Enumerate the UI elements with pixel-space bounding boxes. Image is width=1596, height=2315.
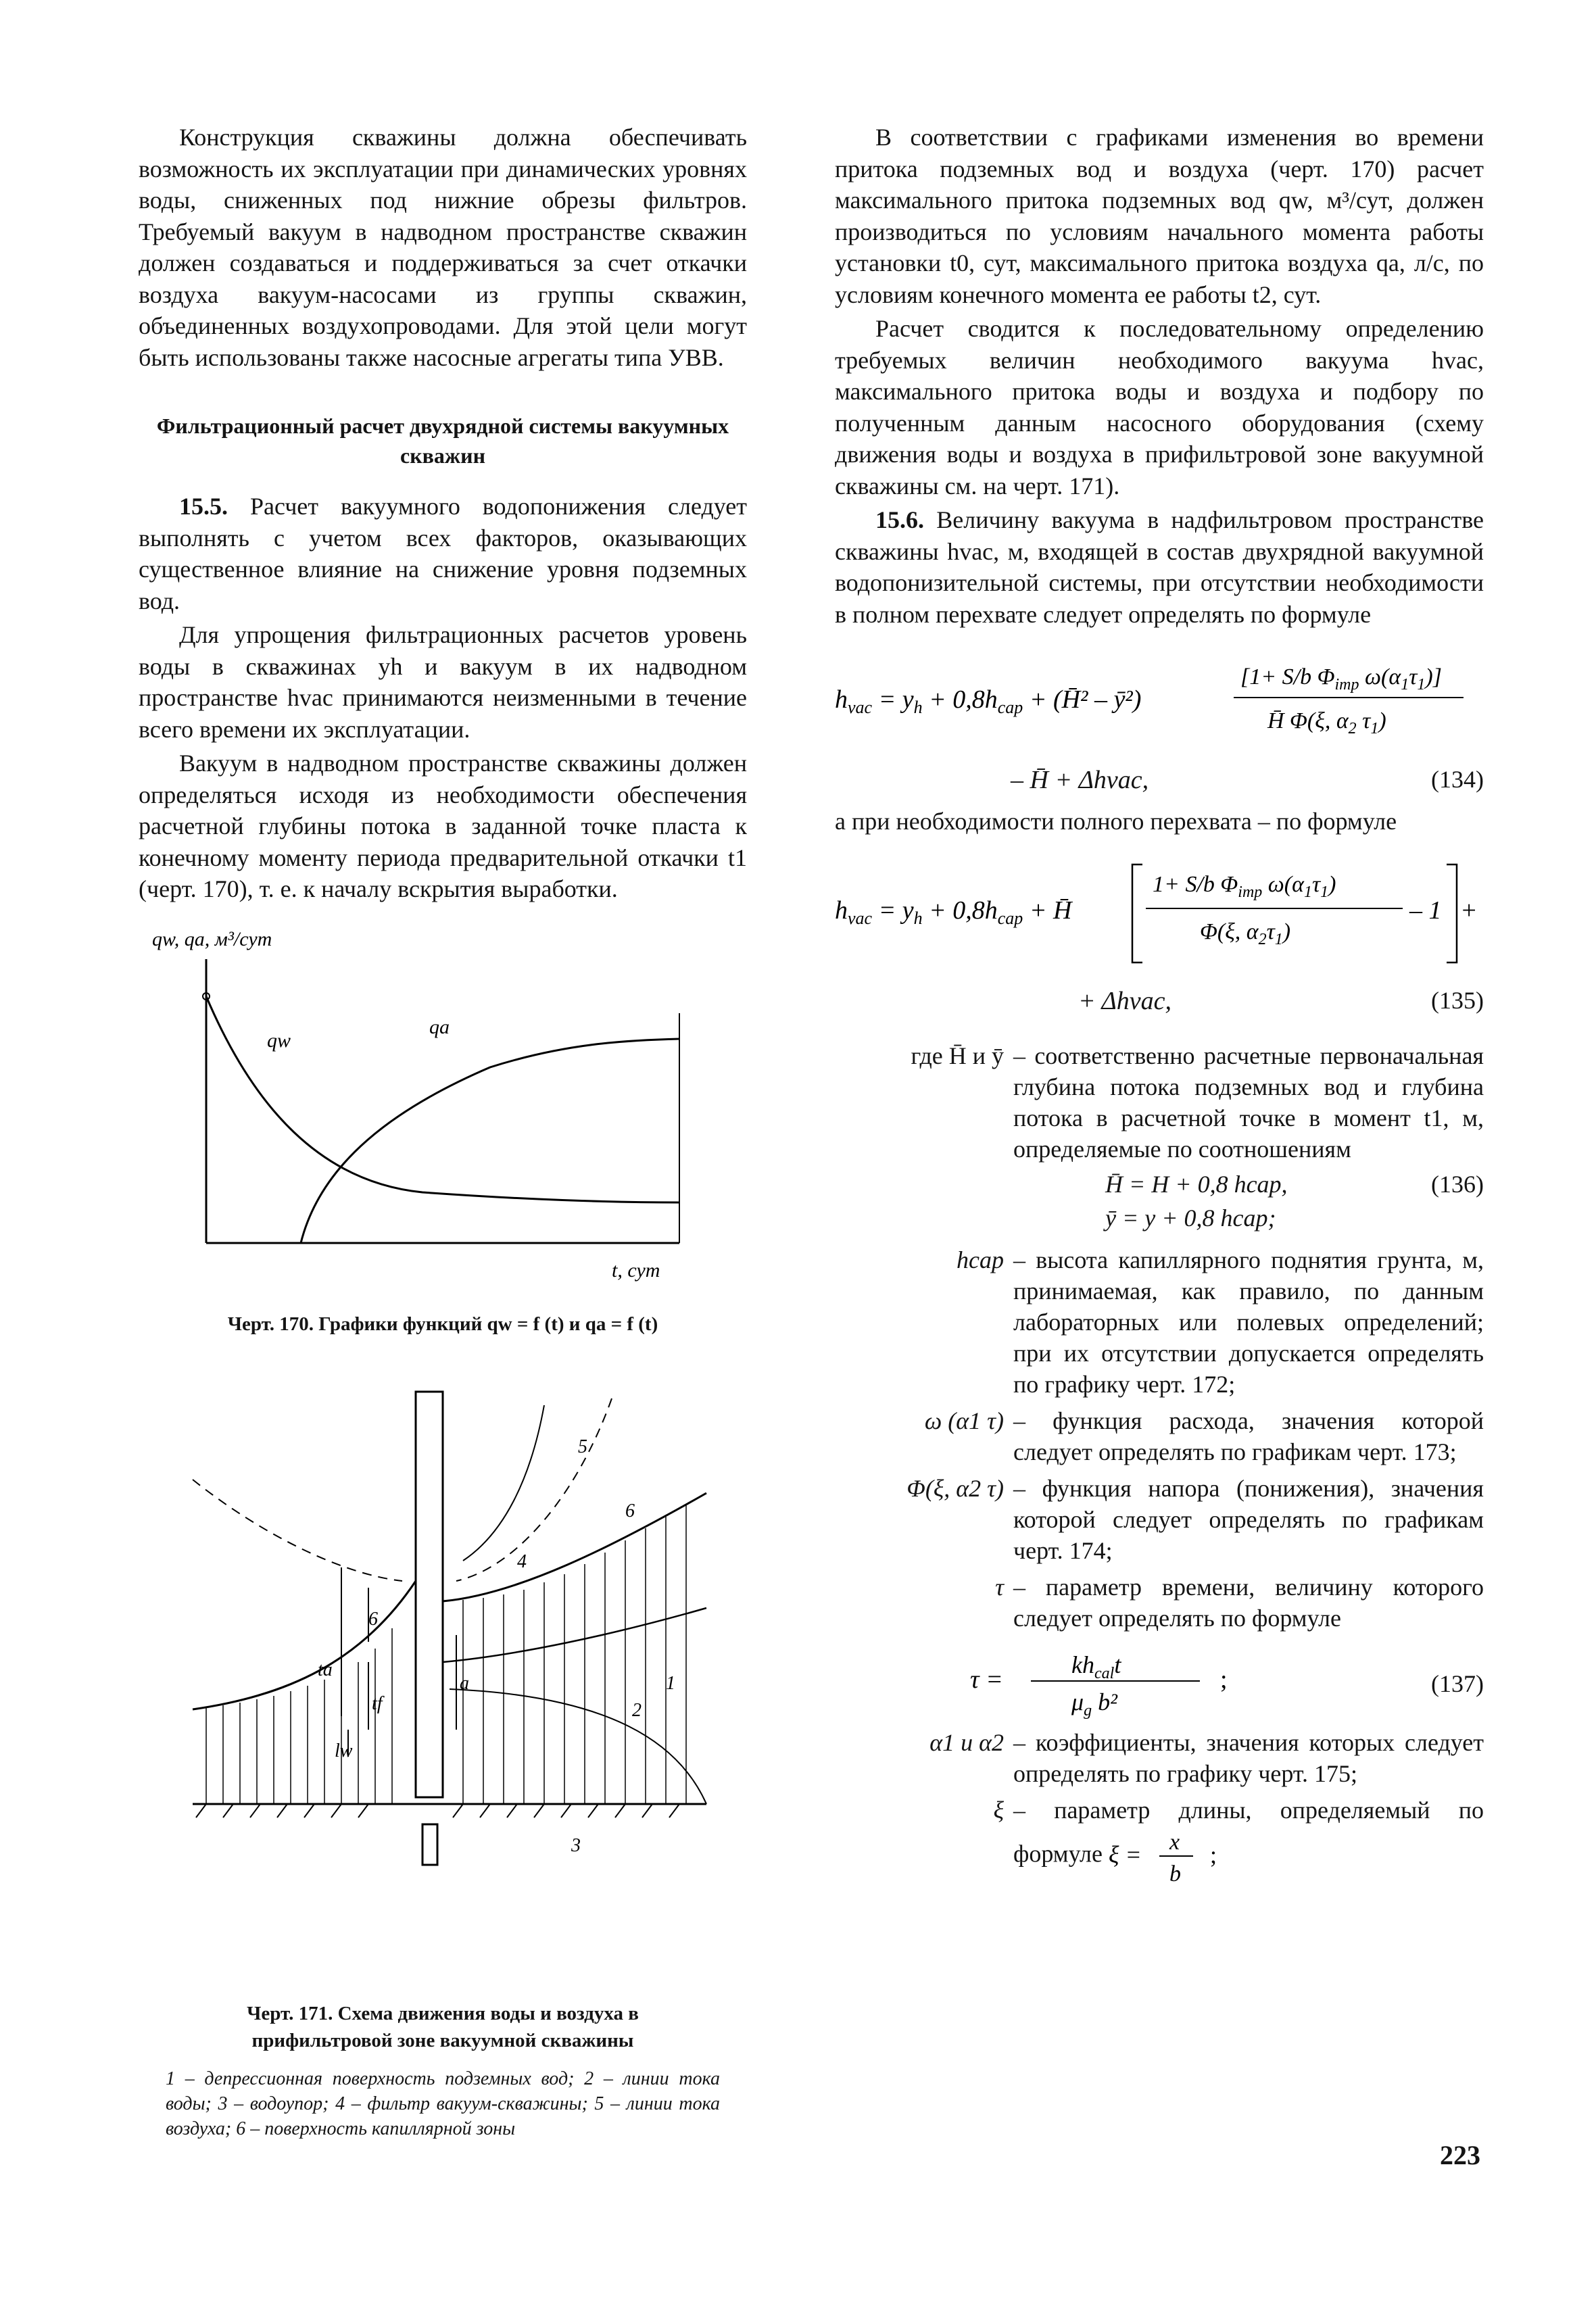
fig170-y-label: qw, qa, м³/сут — [152, 927, 272, 950]
label-qa: qa — [429, 1015, 450, 1038]
formula-136-b: ȳ = y + 0,8 hcap; — [1105, 1204, 1276, 1232]
definition-phi — [835, 1473, 1484, 1566]
fig171-label-4: 4 — [517, 1551, 527, 1572]
definition-symbol: где H̄ и ȳ — [911, 1042, 1004, 1069]
formula-135-body — [835, 851, 1484, 973]
fig171-label-6: 6 — [625, 1500, 635, 1521]
clause-number-15-6: 15.6. — [875, 506, 924, 533]
figure-170-graph — [139, 925, 747, 1304]
svg-text:x: x — [1169, 1829, 1180, 1855]
fig171-label-3: 3 — [571, 1834, 581, 1856]
fig170-x-label: t, сут — [612, 1259, 660, 1282]
formula-135-number: (135) — [1431, 986, 1484, 1014]
formula-134-tail: – H̄ + Δhvac, — [1011, 766, 1149, 794]
definition-alpha — [835, 1727, 1484, 1789]
definition-text: – соответственно расчетные первоначальная глубина потока подземных вод и глубина потока в расчетной точке в момент t1, м, определяемые по соотношениям — [1013, 1042, 1484, 1163]
svg-text:ξ =: ξ = — [1108, 1841, 1142, 1868]
fig171-label-a: lw — [335, 1740, 353, 1761]
right-paragraph-4: а при необходимости полного перехвата – по формуле — [835, 808, 1397, 835]
formula-137-number: (137) — [1431, 1670, 1484, 1697]
definition-text-part: – параметр длины, определяемый по формуле — [1013, 1796, 1484, 1867]
definition-xi — [835, 1795, 1484, 1886]
svg-text:– 1: – 1 — [1409, 896, 1442, 925]
formula-135-tail: + Δhvac, — [1078, 986, 1171, 1015]
paragraph-15-6 — [835, 504, 1484, 630]
svg-text:;: ; — [1220, 1665, 1228, 1694]
page-number: 223 — [1440, 2140, 1480, 2170]
formula-134 — [835, 643, 1484, 806]
definition-text — [1013, 1795, 1484, 1886]
definition-symbol: ξ — [993, 1796, 1004, 1824]
definition-text: – функция расхода, значения которой следует определять по графикам черт. 173; — [1013, 1407, 1484, 1465]
definition-symbol: α1 и α2 — [929, 1728, 1004, 1756]
definition-text: – параметр времени, величину которого следует определять по формуле — [1013, 1573, 1484, 1632]
clause-number: 15.5. — [179, 493, 228, 520]
formula-137-body — [970, 1639, 1443, 1727]
formula-137 — [835, 1639, 1484, 1727]
svg-text:b: b — [1169, 1861, 1181, 1886]
definition-tau — [835, 1571, 1484, 1634]
fig171-label-5: 5 — [578, 1436, 587, 1457]
definition-symbol: hcap — [957, 1246, 1004, 1273]
svg-text:τ =: τ = — [970, 1665, 1003, 1694]
paragraph-text: Расчет вакуумного водопонижения следует выполнять с учетом всех факторов, оказывающих существенное влияние на снижение уровня подземных вод. — [139, 493, 748, 614]
fig171-legend: 1 – депрессионная поверхность подземных вод; 2 – линии тока воды; 3 – водоупор; 4 – фильтр вакуум-скважины; 5 – линии тока воздуха; 6 – поверхность капиллярной зоны — [166, 2068, 720, 2139]
definition-h-y — [835, 1040, 1484, 1165]
formula-136 — [835, 1170, 1484, 1244]
formula-136-a: H̄ = H + 0,8 hcap, — [1105, 1170, 1288, 1198]
fig171-caption-line1: Черт. 171. Схема движения воды и воздуха в — [247, 2002, 639, 2024]
definition-symbol: τ — [995, 1573, 1004, 1601]
svg-text:khcalt: $kh_{cal}t$ — [1071, 1651, 1121, 1682]
definition-symbol: Φ(ξ, α2 τ) — [906, 1474, 1004, 1502]
formula-136-number: (136) — [1431, 1170, 1484, 1198]
definition-symbol: ω (α1 τ) — [924, 1407, 1004, 1434]
fig171-caption-line2: прифильтровой зоне вакуумной скважины — [251, 2029, 634, 2051]
fig171-label-tf: ta — [318, 1659, 333, 1680]
svg-text:1+ S/b Φimp ω(α1τ1): 1+ S/b $\Phi_{imp}$ $\omega(\alpha_1\tau_1)$ — [1153, 871, 1336, 901]
definitions — [835, 1040, 1484, 1886]
fig171-label-2: 2 — [632, 1699, 642, 1721]
formula-134-number: (134) — [1431, 766, 1484, 793]
svg-text:[1+ S/b Φimp ω(α1τ1)]: [1+ S/b $\Phi_{imp}$ $\omega(\alpha_1\tau_1)$] — [1240, 664, 1442, 693]
left-column — [139, 122, 747, 2141]
section-heading: Фильтрационный расчет двухрядной системы вакуумных скважин — [156, 414, 729, 468]
fig170-caption: Черт. 170. Графики функций qw = f (t) и qa = f (t) — [227, 1313, 658, 1335]
fig171-label-ta: 6 — [368, 1608, 378, 1630]
definition-text: – коэффициенты, значения которых следует определять по графику черт. 175; — [1013, 1728, 1484, 1787]
paragraph-text: Величину вакуума в надфильтровом пространстве скважины hvac, м, входящей в состав двухрядной вакуумной водопонизительной системы, при отсутствии необходимости в полном перехвате следует определять по формуле — [835, 506, 1484, 628]
svg-text:H̄ Φ(ξ, α2 τ1): H̄ Φ(ξ, $\alpha_2$ $\tau_1$) — [1267, 708, 1386, 737]
svg-text:μg b²: $\mu_g$ b² — [1071, 1688, 1117, 1720]
right-column — [835, 122, 1484, 1892]
formula-xi — [1109, 1826, 1257, 1886]
curve-qa — [301, 1039, 679, 1243]
svg-text:hvac = yh + 0,8hcap + (H̄² – ȳ: $h_{vac} = y_h + 0,8h_{cap}$ + (H̄² – ȳ²) — [835, 685, 1142, 717]
svg-text:hvac = yh + 0,8hcap + H̄: $h_{vac} = y_h + 0,8h_{cap}$ + H̄ — [835, 896, 1072, 928]
right-paragraph-2: Расчет сводится к последовательному определению требуемых величин необходимого вакуума hvac, максимального притока воды и воздуха и подбору по полученным данным насосного оборудования (схему движения воды и воздуха в прифильтровой зоне вакуумной скважины см. на черт. 171). — [835, 315, 1484, 499]
right-paragraph-1: В соответствии с графиками изменения во времени притока подземных вод и воздуха (черт. 170) расчет максимального притока подземных вод qw, м³/сут, должен производиться по условиям начального момента работы установки t0, сут, максимального притока воздуха qa, л/с, по условиям конечного момента ее работы t2, сут. — [835, 124, 1484, 308]
definition-omega — [835, 1405, 1484, 1467]
paragraph-3: Для упрощения фильтрационных расчетов уровень воды в скважинах yh и вакуум в их надводном пространстве hvac принимаются неизменными в течение всего времени их эксплуатации. — [139, 621, 747, 743]
formula-134-body — [835, 643, 1484, 758]
svg-text:;: ; — [1209, 1841, 1217, 1868]
svg-text:Φ(ξ, α2τ1): Φ(ξ, $\alpha_2\tau_1$) — [1200, 919, 1291, 948]
definition-text: – высота капиллярного поднятия грунта, м, принимаемая, как правило, по данным лабораторных или полевых определений; при их отсутствии допускается определять по графику черт. 172; — [1013, 1246, 1484, 1398]
paragraph-1: Конструкция скважины должна обеспечивать возможность их эксплуатации при динамических уровнях воды, сниженных под нижние обрезы фильтров. Требуемый вакуум в надводном пространстве скважин должен создаваться и поддерживаться за счет откачки воздуха вакуум-насосами из группы скважин, объединенных воздухопроводами. Для этой цели могут быть использованы также насосные агрегаты типа УВВ. — [139, 124, 747, 371]
fig171-label-yh: a — [460, 1672, 469, 1694]
fig171-label-lw: tf — [372, 1692, 383, 1714]
paragraph-4: Вакуум в надводном пространстве скважины должен определяться исходя из необходимости обеспечения расчетной глубины потока в заданной точке пласта к конечному моменту периода предварительной откачки t1 (черт. 170), т. е. к началу вскрытия выработки. — [139, 750, 747, 902]
figure-171-scheme — [139, 1378, 747, 1987]
fig171-label-1: 1 — [666, 1672, 675, 1694]
paragraph-15-5 — [139, 491, 747, 616]
definition-hcap — [835, 1244, 1484, 1400]
label-qw: qw — [267, 1029, 291, 1052]
formula-135 — [835, 851, 1484, 1027]
svg-text:+: + — [1460, 896, 1478, 925]
definition-text: – функция напора (понижения), значения которой следует определять по графикам черт. 174; — [1013, 1474, 1484, 1564]
